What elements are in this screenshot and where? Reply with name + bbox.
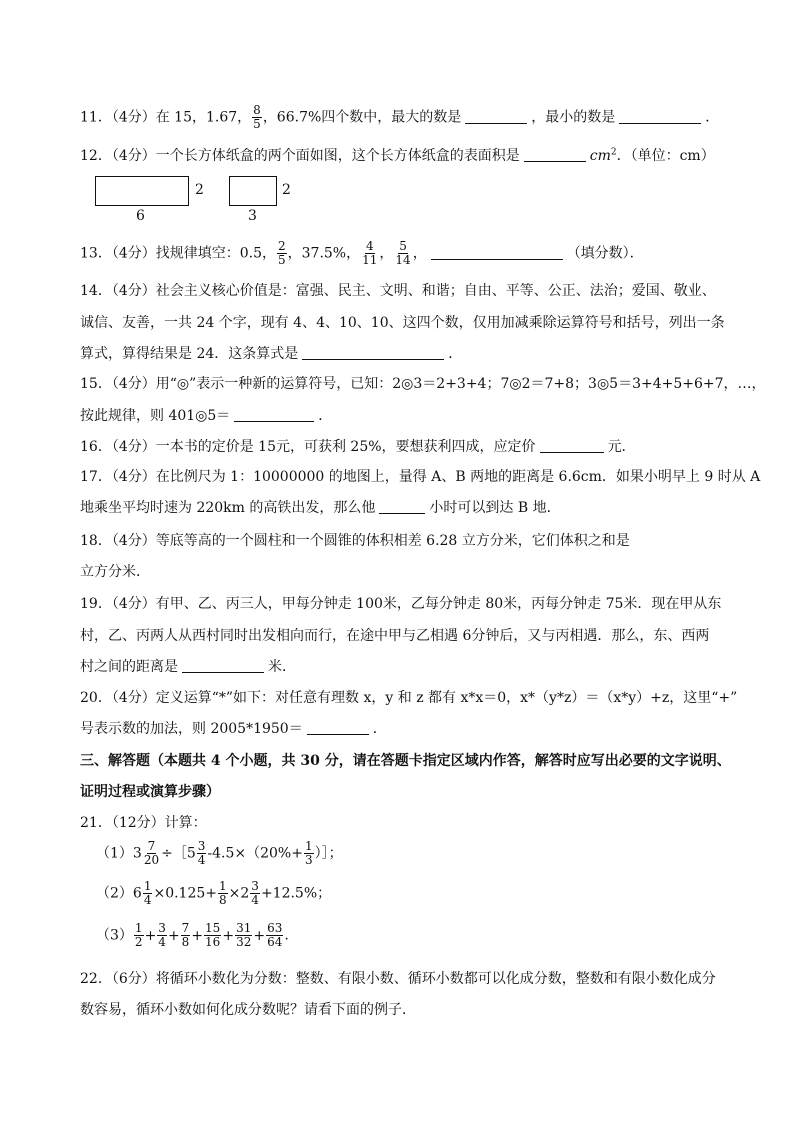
q11-fraction: $\frac{8}{5}$ (253, 103, 261, 131)
fraction-denominator: 32 (236, 935, 252, 949)
q21-part-3-fraction (266, 922, 283, 949)
section-3-heading-line-2: 证明过程或演算步骤） (80, 784, 220, 800)
q13-answer-blank[interactable] (431, 245, 563, 260)
question-18-line-2: 立方分米． (80, 564, 150, 580)
question-14-line-3: 算式，算得结果是 24．这条算式是 ． (80, 346, 463, 362)
question-12: 12．（4分）一个长方体纸盒的两个面如图，这个长方体纸盒的表面积是 $cm^2$．（单位：cm） (80, 147, 715, 164)
q15-answer-blank[interactable] (234, 407, 314, 422)
q21-part-3-fraction (134, 922, 144, 949)
figure-small-width-label: 3 (248, 208, 257, 224)
figure-small-height-label: 2 (282, 182, 291, 198)
q21-part-1: （1）3 $\frac{7}{20}$ ÷［5 $\frac{3}{4}$ -4.5×（20%+ $\frac{1}{3}$ ）］； (96, 839, 343, 867)
q21-part-3-fraction (204, 922, 221, 949)
plus-sign: + (253, 927, 266, 944)
fraction-numerator: 3 (158, 921, 166, 935)
q21-part-3-fraction (235, 922, 252, 949)
question-15-line-2: 按此规律，则 401◎5＝ ． (80, 408, 333, 424)
fraction-numerator: 7 (181, 921, 190, 935)
q14-answer-blank[interactable] (302, 345, 444, 360)
fraction-denominator: 8 (181, 935, 190, 949)
question-22-line-1: 22．（6分）将循环小数化为分数：整数、有限小数、循环小数都可以化成分数，整数和有限小数化成分 (80, 971, 716, 987)
figure-face-rectangle-small (229, 176, 277, 206)
question-22-line-2: 数容易，循环小数如何化成分数呢？请看下面的例子． (80, 1002, 416, 1018)
fraction-denominator: 16 (205, 935, 221, 949)
question-19-line-1: 19．（4分）有甲、乙、丙三人，甲每分钟走 100米，乙每分钟走 80米，丙每分钟走 75米．现在甲从东 (80, 596, 722, 612)
q21-part-3: （3） $\frac{1}{2}$ + $\frac{3}{4}$ + $\frac{7}{8}$ + $\frac{15}{16}$ + $\frac{31}{32}$ + $\frac{63}{64}$ . (96, 921, 289, 949)
q11-text: 11．（4分）在 15，1.67， (80, 109, 252, 126)
fraction-denominator: 2 (134, 935, 143, 949)
question-11: 11．（4分）在 15，1.67， $\frac{8}{5}$ ，66.7%四个数中，最大的数是 ，最小的数是 ． (80, 103, 720, 131)
question-18-line-1: 18．（4分）等底等高的一个圆柱和一个圆锥的体积相差 6.28 立方分米，它们体积之和是 (80, 533, 630, 549)
q12-answer-blank[interactable] (524, 147, 586, 162)
section-3-heading-line-1: 三、解答题（本题共 4 个小题，共 30 分，请在答题卡指定区域内作答，解答时应写出必要的文字说明、 (80, 753, 731, 769)
q21-part-3-fraction (157, 922, 167, 949)
question-19-line-3: 村之间的距离是 米． (80, 659, 296, 675)
question-13: 13．（4分）找规律填空：0.5， $\frac{2}{5}$ ，37.5%， $\frac{4}{11}$ ， $\frac{5}{14}$ ， （填分数）． (80, 239, 644, 267)
fraction-numerator: 31 (236, 921, 252, 935)
plus-sign: + (191, 927, 204, 944)
q17-answer-blank[interactable] (379, 499, 425, 514)
q11-answer-blank-min[interactable] (619, 109, 701, 124)
question-20-line-2: 号表示数的加法，则 2005*1950＝ ． (80, 721, 387, 737)
plus-sign: + (167, 927, 180, 944)
question-17-line-1: 17．（4分）在比例尺为 1：10000000 的地图上，量得 A、B 两地的距离是 6.6cm．如果小明早上 9 时从 A (80, 469, 761, 485)
fraction-numerator: 15 (205, 921, 221, 935)
question-15-line-1: 15．（4分）用“◎”表示一种新的运算符号，已知：2◎3＝2+3+4；7◎2＝7+8；3◎5＝3+4+5+6+7，…， (80, 376, 766, 392)
fraction-numerator: 1 (134, 921, 143, 935)
plus-sign: + (144, 927, 157, 944)
q16-answer-blank[interactable] (540, 438, 604, 453)
question-20-line-1: 20．（4分）定义运算“*”如下：对任意有理数 x，y 和 z 都有 x*x＝0，x*（y*z）＝（x*y）+z，这里“+” (80, 690, 738, 706)
q20-answer-blank[interactable] (307, 720, 369, 735)
question-21-heading: 21．（12分）计算： (80, 815, 207, 831)
question-16: 16．（4分）一本书的定价是 15元，可获利 25%，要想获利四成，应定价 元． (80, 439, 636, 455)
fraction-denominator: 64 (267, 935, 283, 949)
fraction-numerator: 63 (267, 921, 283, 935)
figure-face-rectangle-large (95, 176, 189, 206)
question-14-line-2: 诚信、友善，一共 24 个字，现有 4、4、10、10、这四个数，仅用加减乘除运算符号和括号，列出一条 (80, 315, 725, 331)
q19-answer-blank[interactable] (182, 658, 264, 673)
question-17-line-2: 地乘坐平均时速为 220km 的高铁出发，那么他 小时可以到达 B 地． (80, 500, 561, 516)
figure-large-width-label: 6 (136, 208, 145, 224)
q21-part-3-fraction (181, 922, 191, 949)
plus-sign: + (222, 927, 235, 944)
q11-answer-blank-max[interactable] (465, 109, 527, 124)
question-14-line-1: 14．（4分）社会主义核心价值是：富强、民主、文明、和谐；自由、平等、公正、法治；爱国、敬业、 (80, 283, 716, 299)
figure-large-height-label: 2 (195, 182, 204, 198)
q21-part-2: （2）6 $\frac{1}{4}$ ×0.125+ $\frac{1}{8}$ ×2 $\frac{3}{4}$ +12.5%； (96, 879, 332, 907)
fraction-denominator: 4 (158, 935, 166, 949)
question-19-line-2: 村，乙、丙两人从西村同时出发相向而行，在途中甲与乙相遇 6分钟后，又与丙相遇．那么，东、西两 (80, 628, 710, 644)
